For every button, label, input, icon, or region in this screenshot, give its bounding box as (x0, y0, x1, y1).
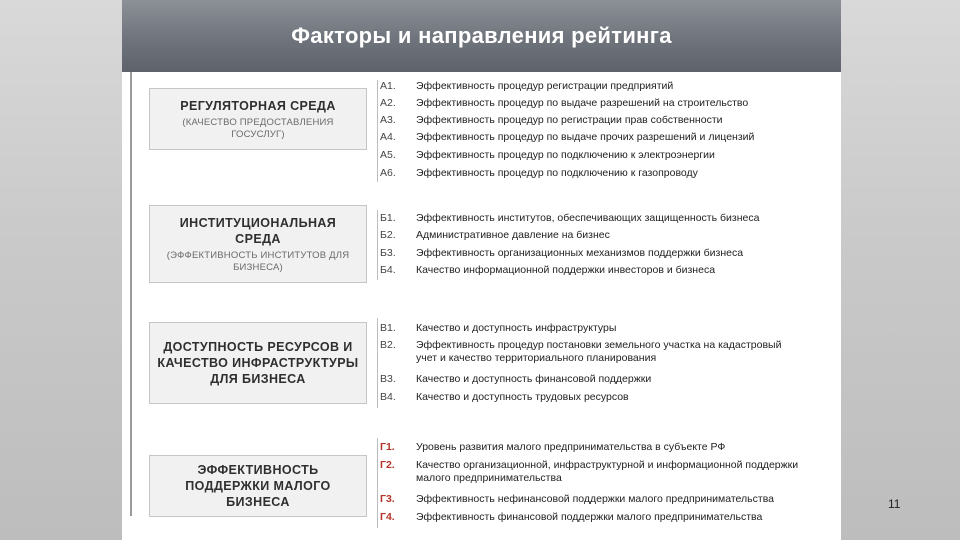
item-code: Г2. (380, 459, 395, 471)
item-code: Б2. (380, 229, 396, 241)
list-item (380, 167, 830, 180)
item-code: В1. (380, 322, 396, 334)
item-text: Эффективность процедур по выдаче разрешений на строительство (416, 97, 749, 109)
list-item (380, 493, 830, 506)
item-text: Качество и доступность трудовых ресурсов (416, 391, 629, 403)
item-code: А4. (380, 131, 396, 143)
factor-title: ИНСТИТУЦИОНАЛЬНАЯ СРЕДА (179, 215, 337, 246)
factor-box-resources (149, 322, 367, 404)
list-item (380, 229, 830, 242)
factor-title: РЕГУЛЯТОРНАЯ СРЕДА (180, 98, 336, 113)
item-code: В2. (380, 339, 396, 351)
item-text: Эффективность финансовой поддержки малого предпринимательства (416, 511, 763, 523)
list-item (380, 391, 830, 404)
item-text: Эффективность организационных механизмов поддержки бизнеса (416, 247, 744, 259)
item-code: В3. (380, 373, 396, 385)
item-code: А3. (380, 114, 396, 126)
list-item (380, 131, 830, 144)
item-text: Административное давление на бизнес (416, 229, 610, 241)
group-separator (377, 438, 378, 528)
item-text: Эффективность процедур по регистрации прав собственности (416, 114, 723, 126)
slide-title: Факторы и направления рейтинга (291, 23, 672, 48)
slide-left-border (130, 72, 132, 516)
item-code: А5. (380, 149, 396, 161)
list-item (380, 80, 830, 93)
item-text: Эффективность процедур регистрации предприятий (416, 80, 674, 92)
item-code: Г3. (380, 493, 395, 505)
item-text: Качество и доступность инфраструктуры (416, 322, 617, 334)
item-code: А1. (380, 80, 396, 92)
item-code: В4. (380, 391, 396, 403)
factor-title: ДОСТУПНОСТЬ РЕСУРСОВ И КАЧЕСТВО ИНФРАСТРУКТУРЫ ДЛЯ БИЗНЕСА (157, 340, 359, 386)
item-code: Б4. (380, 264, 396, 276)
item-text: Эффективность процедур по подключению к электроэнергии (416, 149, 715, 161)
list-item (380, 511, 830, 524)
group-separator (377, 80, 378, 182)
item-text: Эффективность институтов, обеспечивающих защищенность бизнеса (416, 212, 760, 224)
item-text: Качество и доступность финансовой поддержки (416, 373, 652, 385)
title-bar (122, 0, 841, 72)
item-code: Г4. (380, 511, 395, 523)
page-number: 11 (888, 497, 901, 511)
list-item (380, 373, 830, 386)
list-item (380, 264, 830, 277)
item-text: Уровень развития малого предпринимательства в субъекте РФ (416, 441, 726, 453)
list-item (380, 97, 830, 110)
item-code: Г1. (380, 441, 395, 453)
list-item (380, 339, 800, 365)
factor-box-regulatory (149, 88, 367, 150)
item-code: Б3. (380, 247, 396, 259)
list-item (380, 441, 830, 454)
list-item (380, 459, 810, 485)
group-separator (377, 318, 378, 408)
factor-box-small-business (149, 455, 367, 517)
list-item (380, 322, 830, 335)
item-code: А2. (380, 97, 396, 109)
group-separator (377, 210, 378, 280)
list-item (380, 212, 830, 225)
item-code: А6. (380, 167, 396, 179)
factor-title: ЭФФЕКТИВНОСТЬ ПОДДЕРЖКИ МАЛОГО БИЗНЕСА (185, 463, 331, 509)
item-text: Эффективность процедур по подключению к газопроводу (416, 167, 698, 179)
factor-subtitle: (КАЧЕСТВО ПРЕДОСТАВЛЕНИЯ ГОСУСЛУГ) (182, 116, 334, 140)
item-text: Качество информационной поддержки инвесторов и бизнеса (416, 264, 716, 276)
item-text: Качество организационной, инфраструктурной и информационной поддержки малого предпринимательства (416, 459, 799, 484)
list-item (380, 149, 830, 162)
factor-subtitle: (ЭФФЕКТИВНОСТЬ ИНСТИТУТОВ ДЛЯ БИЗНЕСА) (166, 249, 350, 273)
item-code: Б1. (380, 212, 396, 224)
list-item (380, 247, 830, 260)
factor-box-institutional (149, 205, 367, 283)
item-text: Эффективность нефинансовой поддержки малого предпринимательства (416, 493, 774, 505)
item-text: Эффективность процедур постановки земельного участка на кадастровый учет и качество территориального планирования (416, 339, 782, 364)
list-item (380, 114, 830, 127)
item-text: Эффективность процедур по выдаче прочих разрешений и лицензий (416, 131, 755, 143)
